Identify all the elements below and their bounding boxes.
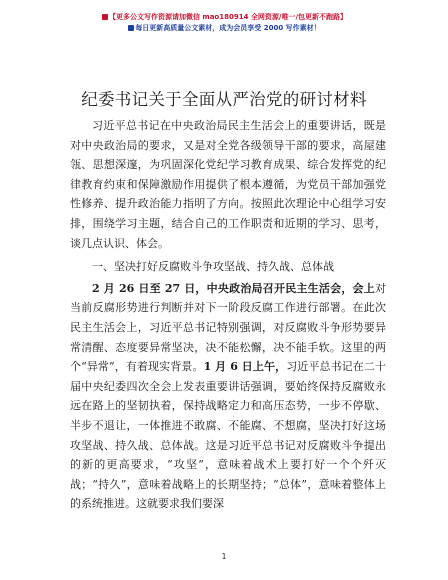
paragraph-2-text-cont: 习近平总书记在二十届中央纪委四次全会上发表重要讲话强调，要始终保持反腐败永远在路上的坚韧执着，保持战略定力和高压态势，一步不停歇、半步不退让，一体推进不敢腐、不能腐、不想腐，坚决打好这场攻坚战、持久战、总体战。这是习近平总书记对反腐败斗争提出的新的更高要求，“攻坚”，意味着战术上要打好一个个歼灭战；“持久”，意味着战略上的长期坚持；“总体”，意味着整体上的系统推进。这就要求我们要深	[70, 360, 387, 511]
paragraph-2-text: 对当前反腐形势进行判断并对下一阶段反腐工作进行部署。在此次民主生活会上，习近平总书记特别强调，对反腐败斗争形势要异常清醒、态度要异常坚决，决不能松懈，决不能手软。这里的两个“异常”，有着现实背景。	[70, 281, 386, 374]
promo-banner	[0, 12, 448, 34]
paragraph-2	[70, 279, 386, 514]
document-body	[70, 116, 386, 514]
flag-icon	[102, 14, 108, 20]
star-icon	[128, 25, 134, 31]
page-title: 纪委书记关于全面从严治党的研讨材料	[81, 90, 367, 109]
promo-line-2: 每日更新高质量公文素材，成为会员享受 2000 写作素材！	[0, 23, 448, 34]
page-number: 1	[221, 552, 227, 561]
paragraph-intro: 习近平总书记在中央政治局民主生活会上的重要讲话，既是对中央政治局的要求，又是对全党各级领导干部的要求，高屋建瓴、思想深邃，为巩固深化党纪学习教育成果、综合发挥党的纪律教育约束和保障激励作用提供了根本遵循，为党员干部加强党性修养、提升政治能力指明了方向。按照此次理论中心组学习安排，围绕学习主题，结合自己的工作职责和近期的学习、思考，谈几点认识、体会。	[70, 119, 386, 250]
section-heading-1: 一、坚决打好反腐败斗争攻坚战、持久战、总体战	[92, 260, 334, 274]
paragraph-2-bold-date: 1 月 6 日上午，	[203, 360, 287, 374]
paragraph-2-bold-lead: 2 月 26 日至 27 日，中央政治局召开民主生活会，会上	[92, 281, 375, 295]
promo-line-1: 【更多公文写作资源请加微信 mao180914 全网资源/唯一/包更新不跑路】	[0, 12, 448, 23]
